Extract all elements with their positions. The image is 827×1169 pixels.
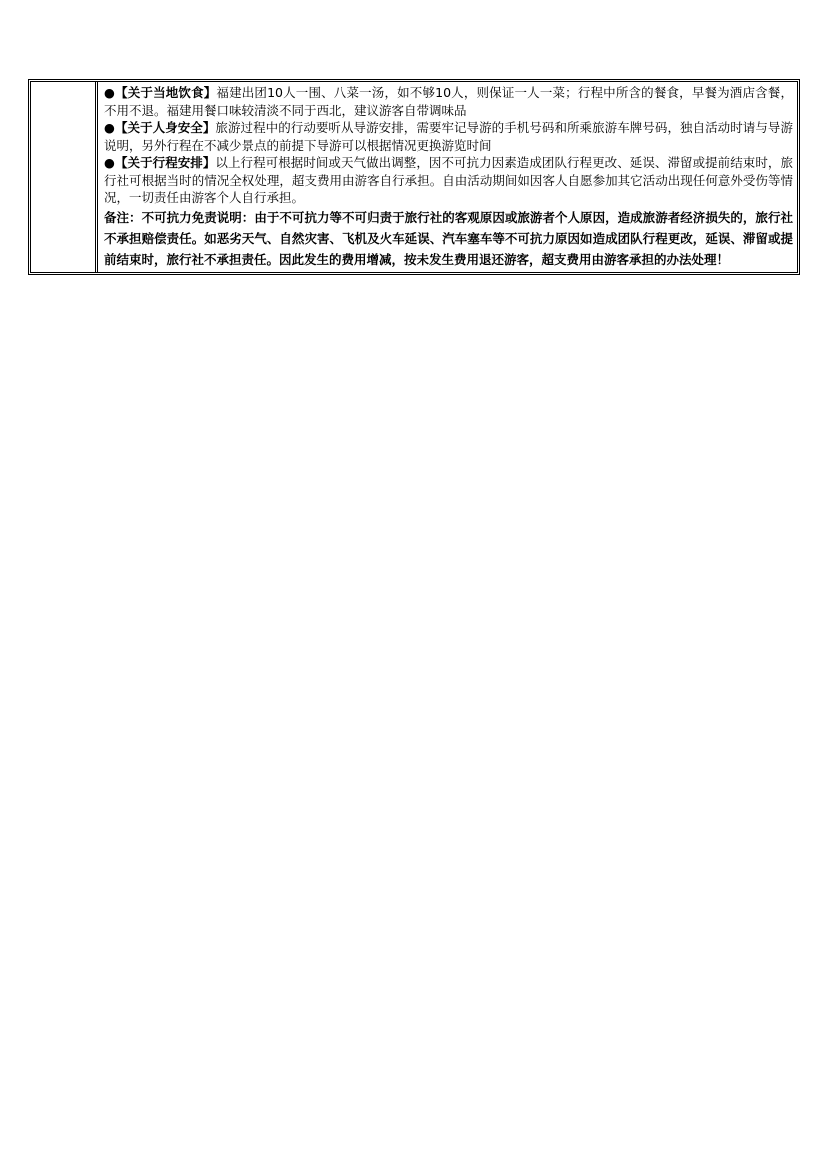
bullet-icon: ● bbox=[104, 120, 115, 135]
note-local-dining bbox=[104, 84, 793, 119]
note-heading: 【关于当地饮食】 bbox=[115, 85, 217, 100]
note-text: 以上行程可根据时间或天气做出调整，因不可抗力因素造成团队行程更改、延误、滞留或提前结束时，旅行社可根据当时的情况全权处理，超支费用由游客自行承担。自由活动期间如因客人自愿参加其它活动出现任何意外受伤等情况，一切责任由游客个人自行承担。 bbox=[104, 155, 793, 205]
table-row bbox=[31, 82, 797, 272]
notes-content-cell bbox=[98, 82, 797, 272]
note-heading: 【关于人身安全】 bbox=[114, 120, 216, 135]
force-majeure-remark: 备注：不可抗力免责说明：由于不可抗力等不可归责于旅行社的客观原因或旅游者个人原因，造成旅游者经济损失的，旅行社不承担赔偿责任。如恶劣天气、自然灾害、飞机及火车延误、汽车塞车等不可抗力原因如造成团队行程更改，延误、滞留或提前结束时，旅行社不承担责任。因此发生的费用增减，按未发生费用退还游客，超支费用由游客承担的办法处理！ bbox=[104, 209, 793, 267]
note-text: 旅游过程中的行动要听从导游安排，需要牢记导游的手机号码和所乘旅游车牌号码，独自活动时请与导游说明，另外行程在不减少景点的前提下导游可以根据情况更换游览时间 bbox=[104, 120, 793, 153]
empty-label-cell bbox=[31, 82, 98, 272]
note-itinerary-arrangement bbox=[104, 154, 793, 207]
note-heading: 【关于行程安排】 bbox=[114, 155, 216, 170]
note-personal-safety bbox=[104, 119, 793, 154]
note-text: 福建出团10人一围、八菜一汤，如不够10人，则保证一人一菜；行程中所含的餐食，早餐为酒店含餐，不用不退。福建用餐口味较清淡不同于西北，建议游客自带调味品 bbox=[104, 85, 793, 118]
bullet-icon: ● bbox=[104, 85, 116, 100]
travel-notes-table bbox=[28, 79, 800, 275]
bullet-icon: ● bbox=[104, 155, 115, 170]
